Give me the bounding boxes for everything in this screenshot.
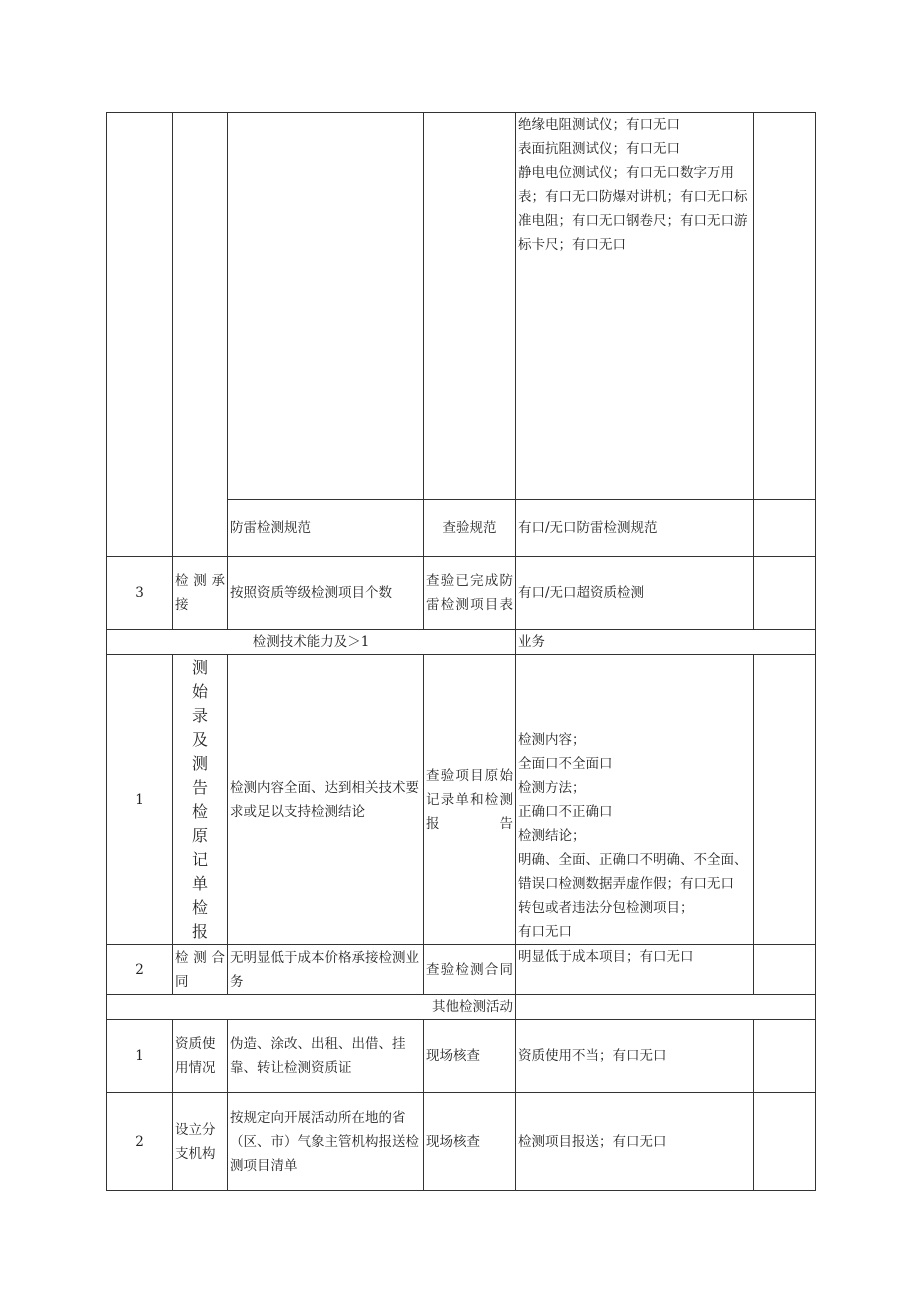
row-method: 现场核查: [424, 1093, 516, 1191]
row-criteria: 明显低于成本项目；有口无口: [516, 945, 754, 995]
item-char: 告: [191, 777, 208, 797]
table-row: [107, 945, 816, 995]
section-header: 其他检测活动: [107, 995, 516, 1020]
cell-remark: [754, 557, 816, 630]
cell-remark: [754, 655, 816, 945]
item-char: 检: [191, 801, 208, 821]
section-header-right: 业务: [516, 630, 816, 655]
cell-item: [173, 113, 228, 557]
spec-criteria: 有口/无口防雷检测规范: [516, 500, 754, 557]
item-char: 录: [191, 705, 208, 725]
row-number: 1: [107, 655, 173, 945]
spec-content: 防雷检测规范: [228, 500, 424, 557]
row-method: 查验项目原始记录单和检测报告: [424, 655, 516, 945]
row-criteria: 检测内容； 全面口不全面口 检测方法； 正确口不正确口 检测结论； 明确、全面、正确口不明确、不全面、错误口检测数据弄虚作假；有口无口 转包或者违法分包检测项目； 有口无口: [516, 655, 754, 945]
row-method: 现场核查: [424, 1020, 516, 1093]
row-item: 检测承接: [173, 557, 228, 630]
row-criteria: 资质使用不当；有口无口: [516, 1020, 754, 1093]
item-char: 报: [191, 921, 208, 941]
inspection-table: [106, 112, 816, 1191]
cell-remark: [754, 1020, 816, 1093]
cell-no: [107, 113, 173, 557]
section-header-row: [107, 630, 816, 655]
item-char: 测: [191, 657, 208, 677]
cell-remark: [754, 500, 816, 557]
section-header-empty: [516, 995, 816, 1020]
table-row: [107, 1093, 816, 1191]
section-header-row: [107, 995, 816, 1020]
row-method: 查验已完成防雷检测项目表: [424, 557, 516, 630]
item-char: 原: [191, 825, 208, 845]
item-char: 测: [191, 753, 208, 773]
row-item: 设立分支机构: [173, 1093, 228, 1191]
row-number: 2: [107, 945, 173, 995]
row-method: 查验检测合同: [424, 945, 516, 995]
row-criteria: 检测项目报送；有口无口: [516, 1093, 754, 1191]
row-item-vertical: [173, 655, 228, 945]
row-number: 1: [107, 1020, 173, 1093]
table-row: [107, 113, 816, 500]
item-char: 及: [191, 729, 208, 749]
equipment-list: 绝缘电阻测试仪；有口无口 表面抗阻测试仪；有口无口 静电电位测试仪；有口无口数字万用表；有口无口防爆对讲机；有口无口标准电阻；有口无口钢卷尺；有口无口游标卡尺；有口无口: [516, 113, 754, 500]
table-row: [107, 655, 816, 945]
item-char: 单: [191, 873, 208, 893]
row-item: 资质使用情况: [173, 1020, 228, 1093]
row-content: 检测内容全面、达到相关技术要求或足以支持检测结论: [228, 655, 424, 945]
spec-method: 查验规范: [424, 500, 516, 557]
table-row: [107, 1020, 816, 1093]
row-content: 伪造、涂改、出租、出借、挂靠、转让检测资质证: [228, 1020, 424, 1093]
cell-method: [424, 113, 516, 500]
cell-remark: [754, 945, 816, 995]
item-char: 检: [191, 897, 208, 917]
cell-content: [228, 113, 424, 500]
row-item: 检测合同: [173, 945, 228, 995]
row-content: 无明显低于成本价格承接检测业务: [228, 945, 424, 995]
cell-remark: [754, 1093, 816, 1191]
row-number: 3: [107, 557, 173, 630]
section-header-left: 检测技术能力及＞1: [107, 630, 516, 655]
row-number: 2: [107, 1093, 173, 1191]
table-row: [107, 557, 816, 630]
cell-remark: [754, 113, 816, 500]
row-content: 按照资质等级检测项目个数: [228, 557, 424, 630]
row-criteria: 有口/无口超资质检测: [516, 557, 754, 630]
row-content: 按规定向开展活动所在地的省（区、市）气象主管机构报送检测项目清单: [228, 1093, 424, 1191]
item-char: 始: [191, 681, 208, 701]
item-char: 记: [191, 849, 208, 869]
